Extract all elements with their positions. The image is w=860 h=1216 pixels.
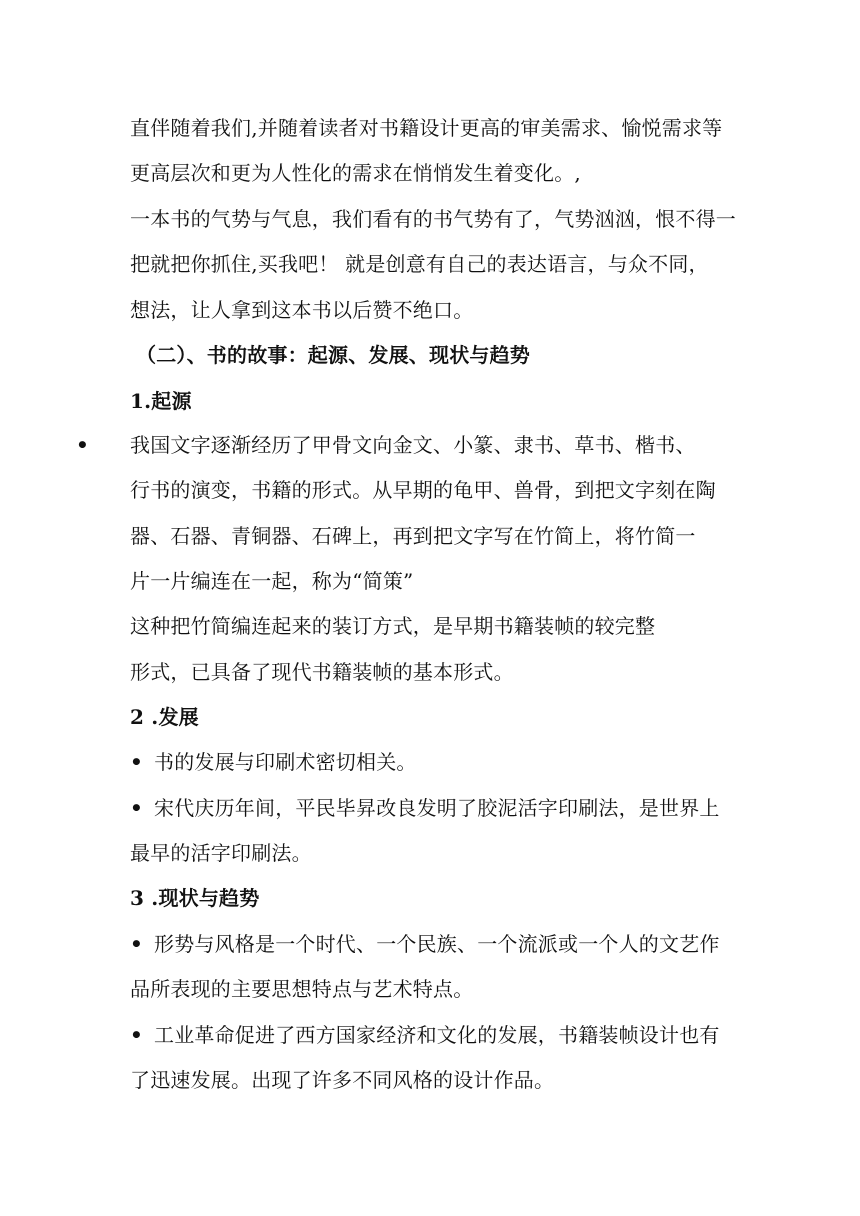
paragraph-line: 这种把竹简编连起来的装订方式，是早期书籍装帧的较完整 <box>130 614 656 638</box>
current-heading: 3 .现状与趋势 <box>130 886 260 910</box>
text-line: 直伴随着我们,并随着读者对书籍设计更高的审美需求、愉悦需求等 <box>130 116 723 140</box>
paragraph-line: 形式，已具备了现代书籍装帧的基本形式。 <box>130 660 514 684</box>
development-item-text: 宋代庆历年间，平民毕昇改良发明了胶泥活字印刷法，是世界上 <box>154 796 720 820</box>
paragraph-line: 我国文字逐渐经历了甲骨文向金文、小篆、隶书、草书、楷书、 <box>130 433 696 457</box>
paragraph-line: 行书的演变，书籍的形式。从早期的龟甲、兽骨，到把文字刻在陶 <box>130 478 716 502</box>
text-line: 更高层次和更为人性化的需求在悄悄发生着变化。, <box>130 161 581 185</box>
paragraph-line: 片一片编连在一起，称为“简策” <box>130 569 414 593</box>
development-item-continuation: 最早的活字印刷法。 <box>130 841 312 865</box>
development-item <box>130 748 740 776</box>
text-line: 想法，让人拿到这本书以后赞不绝口。 <box>130 298 474 322</box>
bullet-mark: • <box>130 796 143 820</box>
current-item-continuation: 品所表现的主要思想特点与艺术特点。 <box>130 977 474 1001</box>
origin-bullet: • <box>76 433 89 457</box>
current-item-text: 工业革命促进了西方国家经济和文化的发展，书籍装帧设计也有 <box>154 1023 720 1047</box>
development-item <box>130 794 740 822</box>
paragraph-line: 器、石器、青铜器、石碑上，再到把文字写在竹简上，将竹简一 <box>130 524 696 548</box>
bullet-mark: • <box>130 750 143 774</box>
current-item <box>130 1021 740 1049</box>
development-item-text: 书的发展与印刷术密切相关。 <box>154 750 417 774</box>
current-item <box>130 930 740 958</box>
section-heading: （二）、书的故事：起源、发展、现状与趋势 <box>136 343 530 367</box>
development-heading: 2 .发展 <box>130 705 199 729</box>
bullet-mark: • <box>130 1023 143 1047</box>
origin-heading: 1.起源 <box>130 389 192 413</box>
text-line: 把就把你抓住,买我吧！ 就是创意有自己的表达语言，与众不同， <box>130 252 709 276</box>
current-item-text: 形势与风格是一个时代、一个民族、一个流派或一个人的文艺作 <box>154 932 720 956</box>
bullet-mark: • <box>130 932 143 956</box>
text-line: 一本书的气势与气息，我们看有的书气势有了，气势汹汹，恨不得一 <box>130 207 736 231</box>
current-item-continuation: 了迅速发展。出现了许多不同风格的设计作品。 <box>130 1068 555 1092</box>
